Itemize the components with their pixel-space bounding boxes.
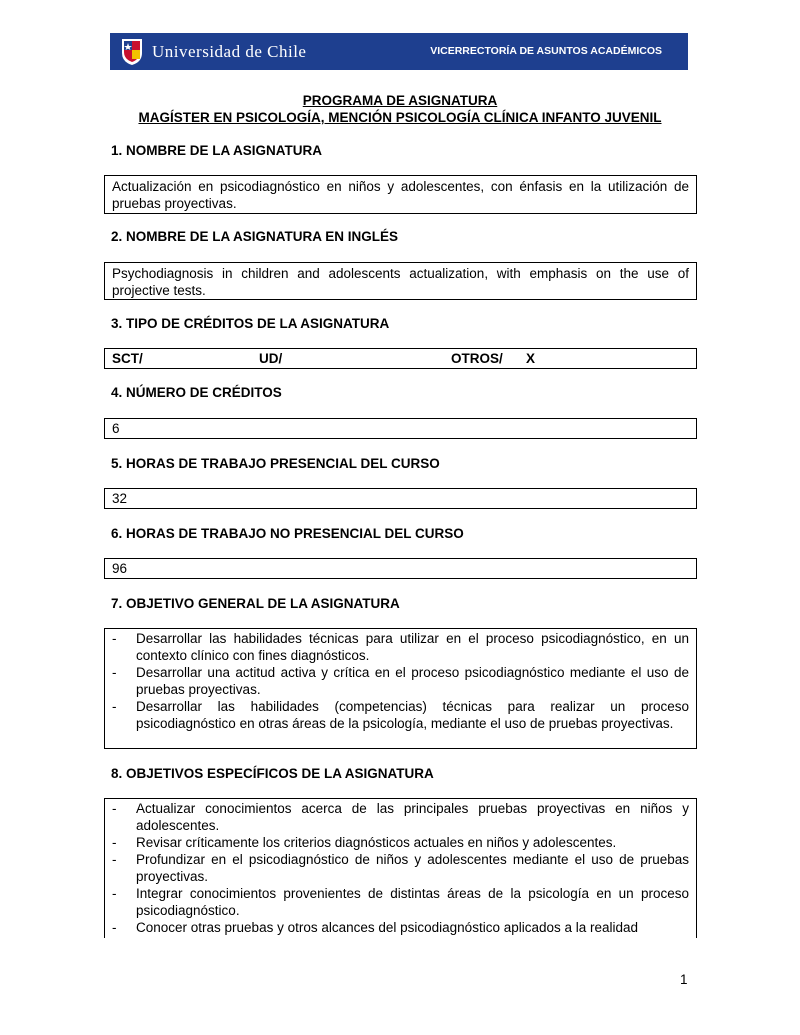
section-8-heading: 8. OBJETIVOS ESPECÍFICOS DE LA ASIGNATURA <box>111 766 434 781</box>
general-objective-list <box>112 630 689 732</box>
section-3-heading: 3. TIPO DE CRÉDITOS DE LA ASIGNATURA <box>111 316 390 331</box>
list-item: - Desarrollar las habilidades (competencias) técnicas para realizar un proceso psicodiagnóstico en otras áreas de la psicología, mediante el uso de pruebas proyectivas. <box>112 699 689 731</box>
list-item: - Revisar críticamente los criterios diagnósticos actuales en niños y adolescentes. <box>112 835 617 850</box>
credits-number-value: 6 <box>112 421 120 436</box>
section-6-heading: 6. HORAS DE TRABAJO NO PRESENCIAL DEL CURSO <box>111 526 464 541</box>
section-2-heading: 2. NOMBRE DE LA ASIGNATURA EN INGLÉS <box>111 229 399 244</box>
credits-number-box <box>104 418 697 439</box>
presential-hours-value: 32 <box>112 491 128 506</box>
list-item: - Desarrollar una actitud activa y crítica en el proceso psicodiagnóstico mediante el uso de pruebas proyectivas. <box>112 665 689 697</box>
list-item: - Conocer otras pruebas y otros alcances del psicodiagnóstico aplicados a la realidad <box>112 920 639 935</box>
course-name-box <box>104 175 697 214</box>
specific-objectives-box <box>104 798 697 938</box>
document-title: PROGRAMA DE ASIGNATURA <box>302 93 498 108</box>
university-crest-icon <box>120 37 144 66</box>
credit-ud-label: UD/ <box>259 351 283 366</box>
course-name-english-box <box>104 262 697 300</box>
credit-type-box <box>104 348 697 369</box>
section-1-heading: 1. NOMBRE DE LA ASIGNATURA <box>111 143 323 158</box>
section-5-heading: 5. HORAS DE TRABAJO PRESENCIAL DEL CURSO <box>111 456 440 471</box>
course-name-text: Actualización en psicodiagnóstico en niños y adolescentes, con énfasis en la utilización de pruebas proyectivas. <box>112 179 689 211</box>
vicerrectoria-label: VICERRECTORÍA DE ASUNTOS ACADÉMICOS <box>430 45 662 57</box>
presential-hours-box <box>104 488 697 509</box>
non-presential-hours-box <box>104 558 697 579</box>
specific-objectives-list <box>112 800 689 936</box>
non-presential-hours-value: 96 <box>112 561 128 576</box>
list-item: - Profundizar en el psicodiagnóstico de niños y adolescentes mediante el uso de pruebas proyectivas. <box>112 852 689 884</box>
university-name: Universidad de Chile <box>152 42 307 61</box>
page-number: 1 <box>680 972 688 987</box>
credit-type-row <box>112 350 689 367</box>
header-banner <box>110 33 688 70</box>
list-item: - Actualizar conocimientos acerca de las principales pruebas proyectivas en niños y adolescentes. <box>112 801 689 833</box>
list-item: - Desarrollar las habilidades técnicas para utilizar en el proceso psicodiagnóstico, en un contexto clínico con fines diagnósticos. <box>112 631 689 663</box>
general-objective-box <box>104 628 697 749</box>
section-7-heading: 7. OBJETIVO GENERAL DE LA ASIGNATURA <box>111 596 400 611</box>
list-item: - Integrar conocimientos provenientes de distintas áreas de la psicología en un proceso psicodiagnóstico. <box>112 886 689 918</box>
credit-type-mark: X <box>526 351 536 366</box>
section-4-heading: 4. NÚMERO DE CRÉDITOS <box>111 385 282 400</box>
credit-otros-label: OTROS/ <box>451 351 503 366</box>
course-name-english-text: Psychodiagnosis in children and adolescents actualization, with emphasis on the use of projective tests. <box>112 266 689 298</box>
document-subtitle: MAGÍSTER EN PSICOLOGÍA, MENCIÓN PSICOLOGÍA CLÍNICA INFANTO JUVENIL <box>138 110 662 125</box>
credit-sct-label: SCT/ <box>112 351 143 366</box>
